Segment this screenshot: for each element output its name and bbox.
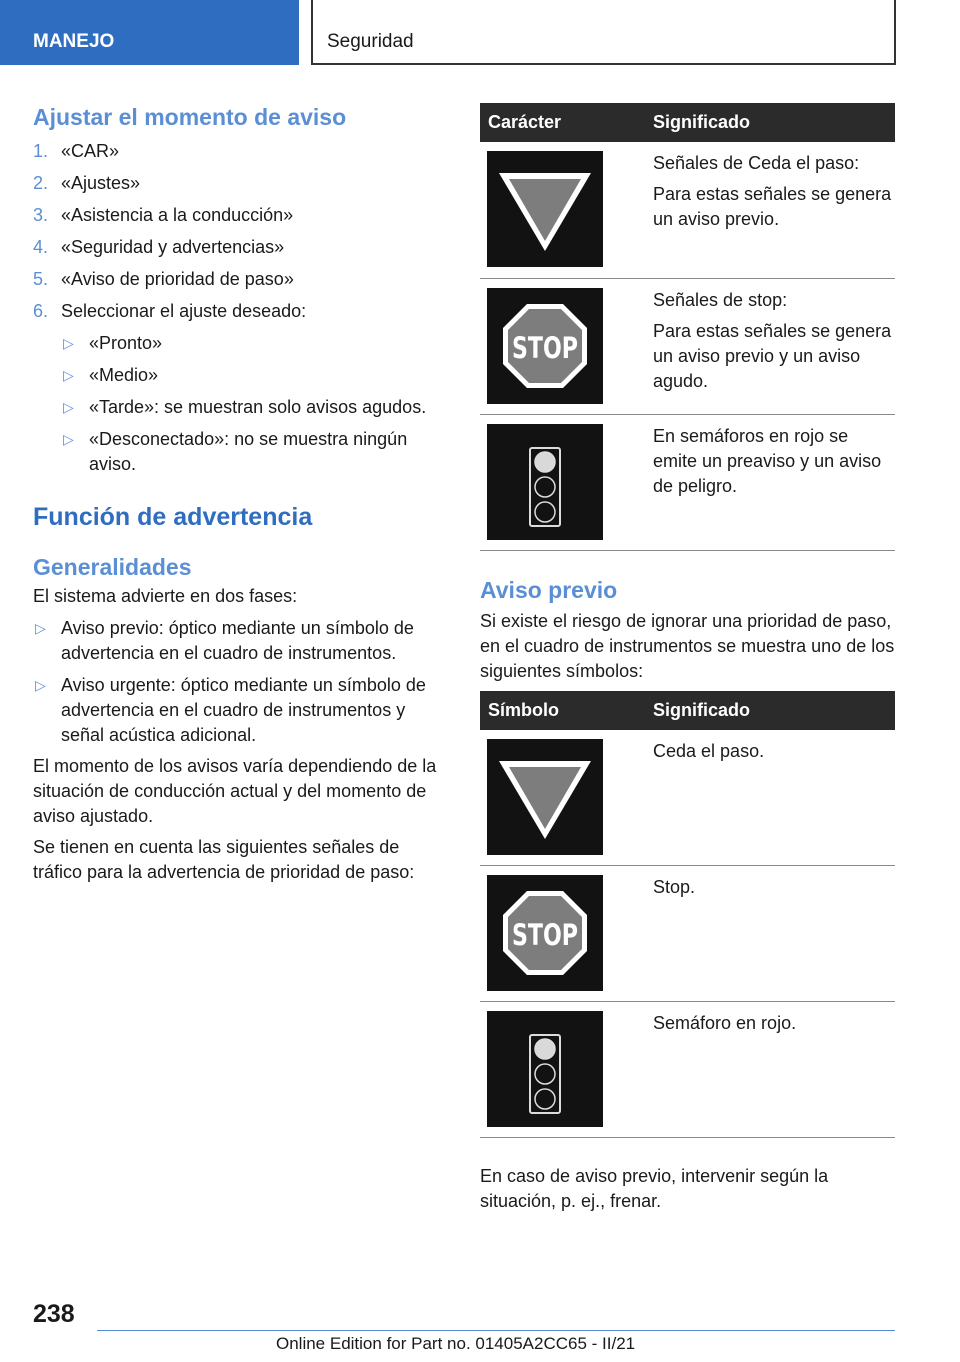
meaning-cell — [645, 414, 895, 550]
meaning-text: Señales de stop: — [653, 289, 788, 310]
option-item-text: «Medio» — [89, 365, 159, 385]
option-item — [61, 363, 448, 388]
meaning-cell — [645, 142, 895, 278]
step-text: «CAR» — [61, 141, 120, 161]
option-item — [61, 427, 448, 477]
option-item — [61, 395, 448, 420]
phase-item-text: Aviso urgente: óptico mediante un símbolo de advertencia en el cuadro de instrumentos y señal acústica adicional. — [61, 675, 426, 745]
symbol-cell — [480, 866, 645, 1002]
symbol-cell — [480, 142, 645, 278]
meaning-text: Señales de Ceda el paso: — [653, 153, 860, 173]
step-item — [33, 139, 448, 164]
bullet-triangle-icon: ▷ — [63, 431, 74, 447]
table-row — [480, 866, 895, 1002]
step-number: 4. — [33, 237, 49, 257]
meaning-text: Para estas señales se genera un aviso previo. — [653, 184, 892, 229]
stop-sign-icon — [487, 288, 603, 404]
symbol-cell — [480, 1002, 645, 1138]
edition-info: Online Edition for Part no. 01405A2CC65 - II/21 — [276, 1334, 636, 1353]
warning-title: Función de advertencia — [33, 503, 313, 531]
meaning-text: Para estas señales se genera un aviso previo y un aviso agudo. — [653, 320, 892, 391]
meaning-cell — [645, 730, 895, 866]
footer-divider — [97, 1330, 895, 1331]
step-text: «Aviso de prioridad de paso» — [61, 269, 294, 289]
phase-item — [33, 673, 448, 748]
option-item-text: «Tarde»: se muestran solo avisos agudos. — [89, 397, 427, 417]
table-row — [480, 1002, 895, 1138]
general-title: Generalidades — [33, 554, 192, 580]
left-column — [33, 102, 448, 885]
bullet-triangle-icon: ▷ — [63, 399, 74, 415]
section-tab[interactable]: MANEJO — [0, 0, 299, 65]
section-title: Seguridad — [311, 0, 896, 65]
meaning-text: Ceda el paso. — [653, 740, 765, 761]
prewarning-intro: Si existe el riesgo de ignorar una prioridad de paso, en el cuadro de instrumentos se muestra uno de los siguientes símbolos: — [480, 610, 895, 681]
bullet-triangle-icon: ▷ — [63, 335, 74, 351]
bullet-triangle-icon: ▷ — [35, 620, 46, 636]
stop-sign-text: STOP — [512, 330, 578, 365]
table-row — [480, 414, 895, 550]
phase-item — [33, 616, 448, 666]
stop-sign-text: STOP — [512, 918, 578, 952]
phase-item-text: Aviso previo: óptico mediante un símbolo de advertencia en el cuadro de instrumentos. — [61, 618, 414, 663]
step-number: 1. — [33, 141, 49, 161]
right-column — [480, 103, 895, 1214]
table-row — [480, 278, 895, 414]
traffic-light-icon — [487, 424, 603, 540]
symbol-cell — [480, 278, 645, 414]
meaning-text: Semáforo en rojo. — [653, 1013, 797, 1033]
table-row — [480, 142, 895, 278]
step-item — [33, 171, 448, 196]
meaning-text: Stop. — [653, 877, 696, 897]
step-text: «Asistencia a la conducción» — [61, 205, 294, 225]
step-item — [33, 299, 448, 324]
yield-sign-icon — [487, 151, 603, 267]
step-item — [33, 267, 448, 292]
option-item-text: «Desconectado»: no se muestra ningún aviso. — [89, 429, 408, 474]
symbols-table — [480, 691, 895, 1139]
symbol-cell — [480, 730, 645, 866]
adjust-title: Ajustar el momento de aviso — [33, 104, 347, 130]
table-header-symbol: Símbolo — [480, 691, 645, 730]
step-text: Seleccionar el ajuste deseado: — [61, 301, 307, 321]
step-number: 5. — [33, 269, 49, 289]
signs-paragraph: Se tienen en cuenta las siguientes señales de tráfico para la advertencia de prioridad de paso: — [33, 837, 415, 882]
symbol-cell — [480, 414, 645, 550]
table-header-meaning: Significado — [645, 103, 895, 142]
signs-table — [480, 103, 895, 551]
meaning-cell — [645, 1002, 895, 1138]
step-number: 3. — [33, 205, 49, 225]
yield-sign-icon — [487, 739, 603, 855]
step-item — [33, 235, 448, 260]
stop-sign-icon — [487, 875, 603, 991]
table-row — [480, 730, 895, 866]
step-number: 6. — [33, 301, 49, 321]
meaning-text: En semáforos en rojo se emite un preaviso y un aviso de peligro. — [653, 425, 882, 496]
timing-paragraph: El momento de los avisos varía dependiendo de la situación de conducción actual y del momento de aviso ajustado. — [33, 756, 437, 826]
options-list — [61, 331, 448, 477]
step-text: «Seguridad y advertencias» — [61, 237, 285, 257]
option-item-text: «Pronto» — [89, 333, 163, 353]
option-item — [61, 331, 448, 356]
meaning-cell — [645, 278, 895, 414]
step-item — [33, 203, 448, 228]
general-intro: El sistema advierte en dos fases: — [33, 586, 298, 606]
bullet-triangle-icon: ▷ — [35, 677, 46, 693]
closing-paragraph: En caso de aviso previo, intervenir según la situación, p. ej., frenar. — [480, 1166, 829, 1211]
table-header-meaning: Significado — [645, 691, 895, 730]
page-number: 238 — [33, 1300, 75, 1328]
step-text: «Ajustes» — [61, 173, 141, 193]
table-header-character: Carácter — [480, 103, 645, 142]
traffic-light-icon — [487, 1011, 603, 1127]
phases-list — [33, 616, 448, 748]
meaning-cell — [645, 866, 895, 1002]
steps-list — [33, 139, 448, 324]
bullet-triangle-icon: ▷ — [63, 367, 74, 383]
prewarning-title: Aviso previo — [480, 576, 618, 603]
step-number: 2. — [33, 173, 49, 193]
